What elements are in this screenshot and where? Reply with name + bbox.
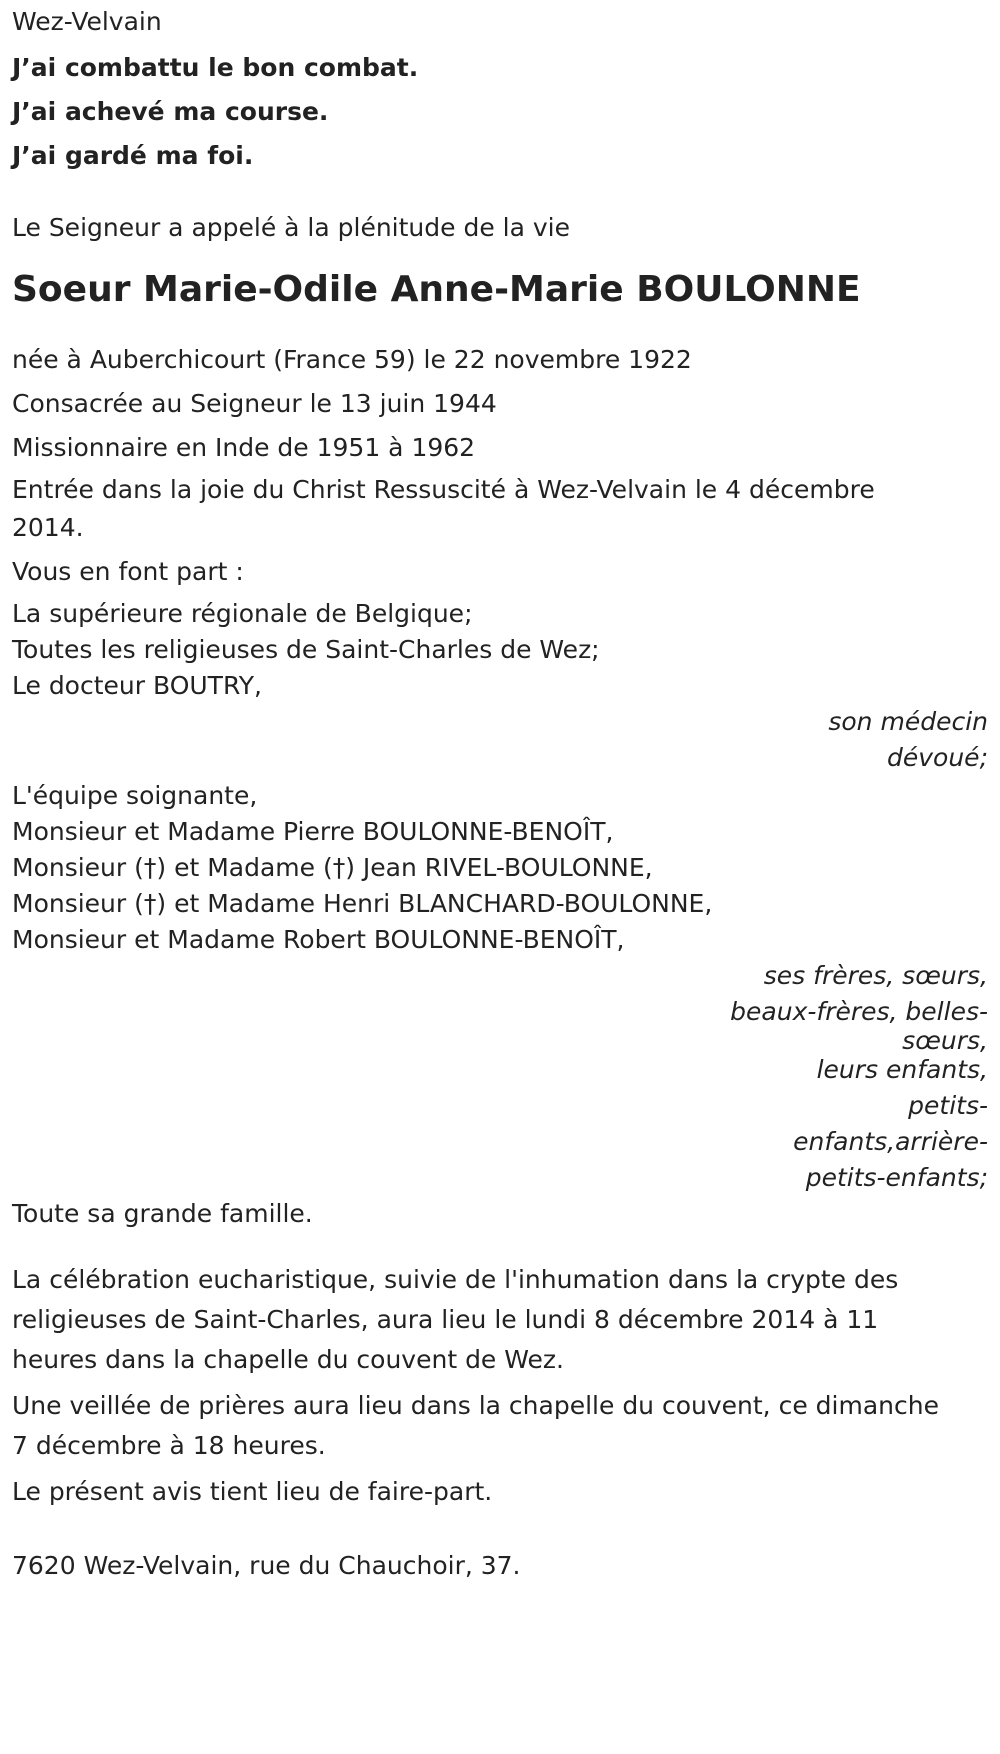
role-line: petits- — [908, 1091, 988, 1120]
ceremony-line: heures dans la chapelle du couvent de Wez. — [12, 1345, 564, 1374]
vigil-line: 7 décembre à 18 heures. — [12, 1431, 326, 1460]
ceremony-line: religieuses de Saint-Charles, aura lieu le lundi 8 décembre 2014 à 11 — [12, 1305, 879, 1334]
role-line: beaux-frères, belles- — [730, 997, 988, 1026]
biography — [12, 338, 988, 546]
deceased-name: Soeur Marie-Odile Anne-Marie BOULONNE — [12, 269, 861, 310]
obituary-notice — [0, 2, 1000, 1754]
vigil-line: Une veillée de prières aura lieu dans la chapelle du couvent, ce dimanche — [12, 1391, 939, 1420]
mourner-line: Le docteur BOUTRY, — [12, 671, 262, 700]
verse-line: J’ai gardé ma foi. — [12, 141, 254, 170]
mourners-list-2 — [12, 778, 988, 958]
doctor-role — [708, 704, 988, 776]
mourner-line: Monsieur et Madame Pierre BOULONNE-BENOÎT, — [12, 817, 614, 846]
vigil-text — [12, 1386, 988, 1466]
intro-text: Le Seigneur a appelé à la plénitude de la vie — [12, 213, 570, 242]
mourner-line: La supérieure régionale de Belgique; — [12, 599, 473, 628]
bio-line: Entrée dans la joie du Christ Ressuscité à Wez-Velvain le 4 décembre — [12, 475, 875, 504]
location-header: Wez-Velvain — [12, 7, 162, 36]
verse-block — [12, 46, 988, 178]
role-line: dévoué; — [887, 743, 988, 772]
mourner-line: Monsieur (†) et Madame (†) Jean RIVEL-BOULONNE, — [12, 853, 653, 882]
verse-line: J’ai combattu le bon combat. — [12, 53, 419, 82]
ceremony-line: La célébration eucharistique, suivie de l'inhumation dans la crypte des — [12, 1265, 899, 1294]
role-line: son médecin — [828, 707, 988, 736]
verse-line: J’ai achevé ma course. — [12, 97, 329, 126]
address-text: 7620 Wez-Velvain, rue du Chauchoir, 37. — [12, 1551, 521, 1580]
role-line: enfants,arrière- — [793, 1127, 988, 1156]
mourner-line: Toutes les religieuses de Saint-Charles de Wez; — [12, 635, 600, 664]
mourner-line: L'équipe soignante, — [12, 781, 258, 810]
role-line: ses frères, sœurs, — [763, 961, 988, 990]
role-line: petits-enfants; — [805, 1163, 988, 1192]
bio-line: Missionnaire en Inde de 1951 à 1962 — [12, 433, 476, 462]
family-role — [708, 958, 988, 1196]
role-line: sœurs, — [902, 1026, 988, 1055]
role-line: leurs enfants, — [816, 1055, 988, 1084]
mourners-list-1 — [12, 596, 988, 704]
bio-line: née à Auberchicourt (France 59) le 22 novembre 1922 — [12, 345, 692, 374]
announce-text: Vous en font part : — [12, 557, 244, 586]
ceremony-text — [12, 1260, 988, 1380]
mourner-line: Monsieur (†) et Madame Henri BLANCHARD-BOULONNE, — [12, 889, 713, 918]
bio-line: Consacrée au Seigneur le 13 juin 1944 — [12, 389, 497, 418]
mourner-line: Monsieur et Madame Robert BOULONNE-BENOÎT, — [12, 925, 625, 954]
notice-text: Le présent avis tient lieu de faire-part. — [12, 1477, 493, 1506]
family-text: Toute sa grande famille. — [12, 1199, 313, 1228]
bio-line: 2014. — [12, 513, 84, 542]
